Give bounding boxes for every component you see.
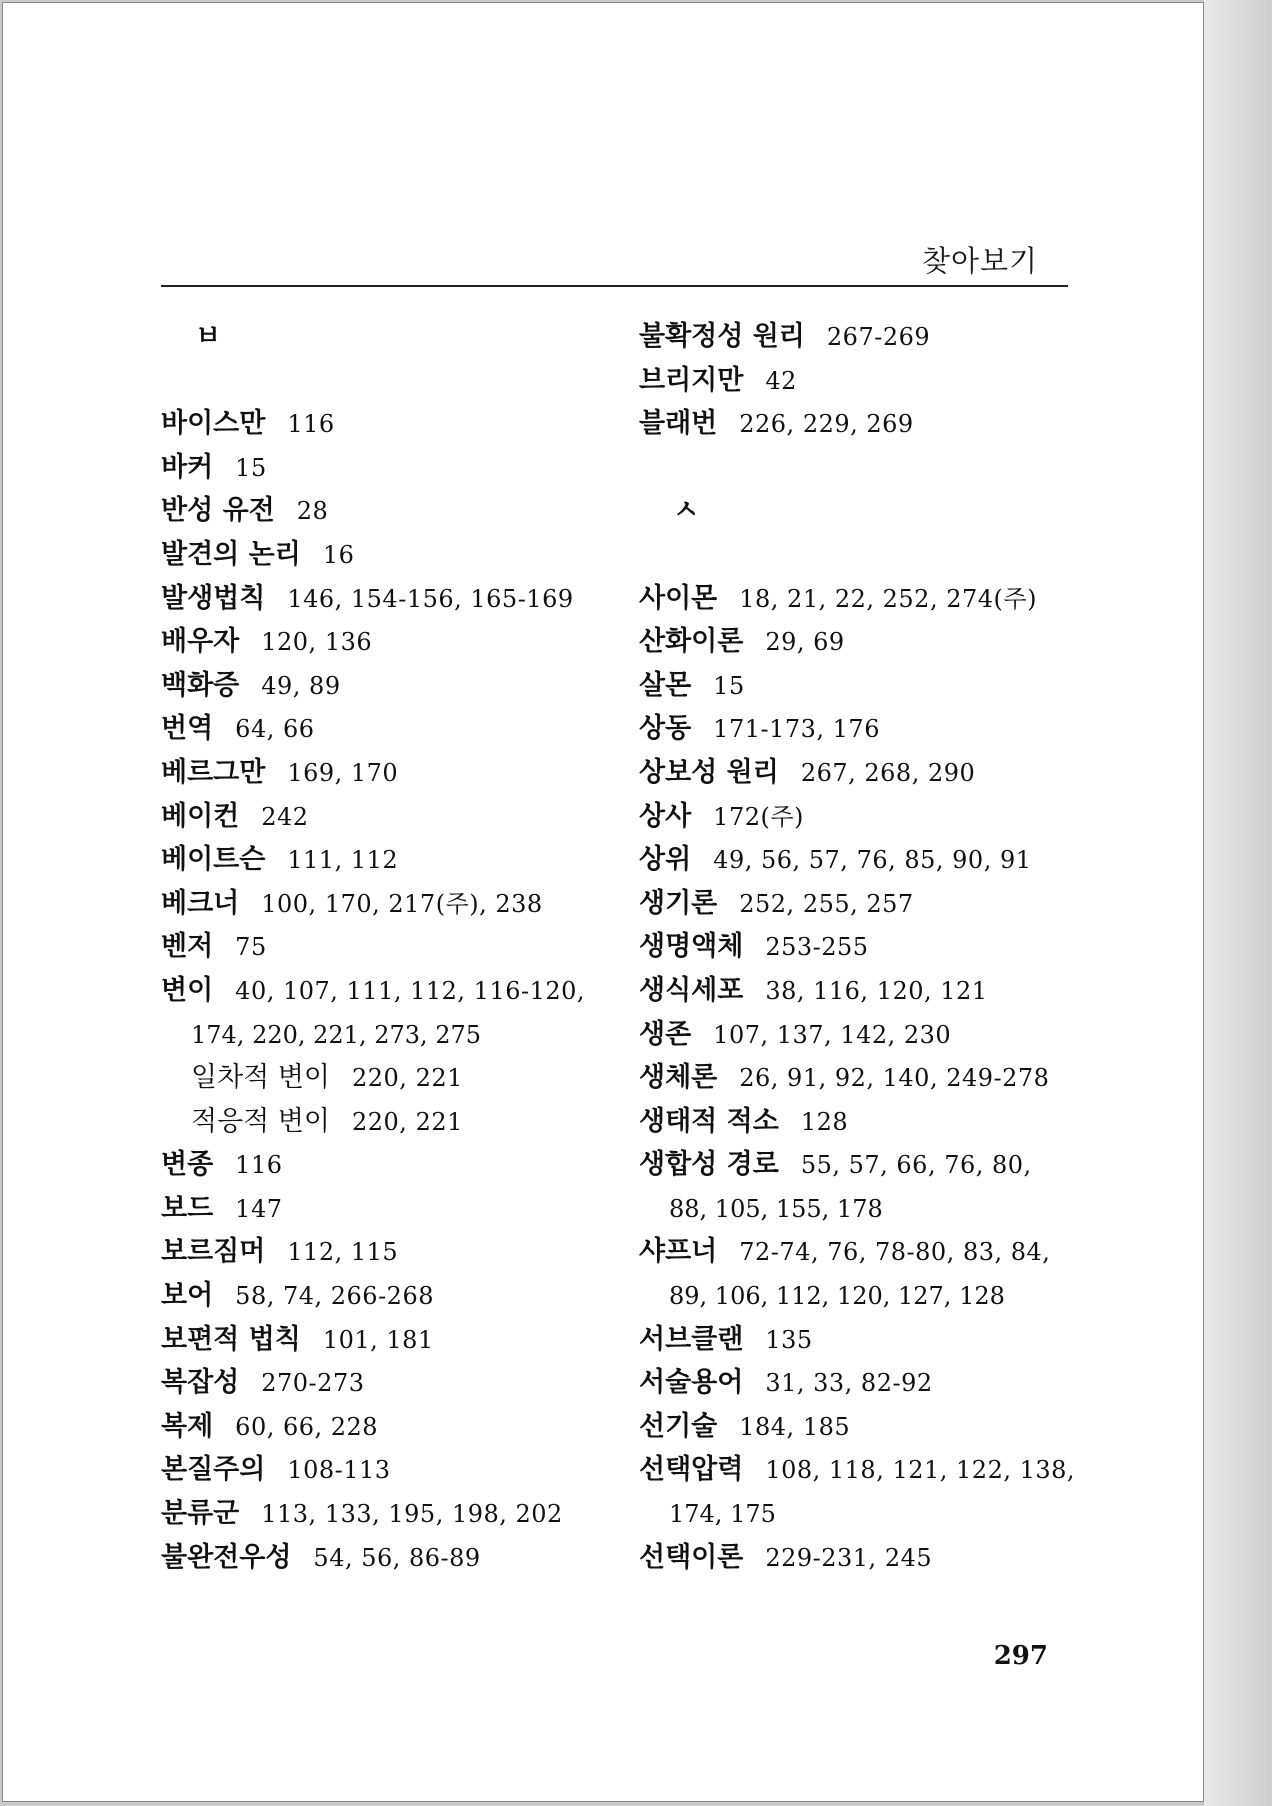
page-refs: 42 (765, 366, 797, 395)
page-refs: 112, 115 (287, 1238, 399, 1267)
index-entry (639, 664, 1109, 708)
index-term: 브리지만 (639, 364, 744, 396)
index-entry (639, 577, 1109, 621)
index-entry (161, 664, 631, 708)
page-refs: 18, 21, 22, 252, 274(주) (739, 584, 1037, 613)
page-refs: 29, 69 (765, 628, 845, 657)
index-continuation (161, 1013, 631, 1057)
page-refs: 72-74, 76, 78-80, 83, 84, (739, 1238, 1051, 1267)
page-refs: 100, 170, 217(주), 238 (261, 889, 543, 918)
index-term: 발견의 논리 (161, 538, 301, 570)
index-term: 보편적 법칙 (161, 1323, 301, 1355)
index-entry (161, 838, 631, 882)
index-term: 번역 (161, 713, 214, 745)
index-entry (161, 1274, 631, 1318)
index-term: 서브클랜 (639, 1323, 744, 1355)
index-term: 생명액체 (639, 931, 744, 963)
page-refs: 128 (800, 1107, 849, 1136)
page-refs: 101, 181 (322, 1325, 434, 1354)
index-entry (639, 925, 1109, 969)
index-entry (161, 1448, 631, 1492)
index-entry (161, 1536, 631, 1580)
index-continuation (639, 1274, 1109, 1318)
index-term: 상보성 원리 (639, 756, 779, 788)
page-refs: 49, 56, 57, 76, 85, 90, 91 (713, 846, 1032, 875)
index-term: 불완전우성 (161, 1541, 292, 1573)
index-entry (639, 1361, 1109, 1405)
index-term: 보어 (161, 1280, 214, 1312)
index-entry (639, 1536, 1109, 1580)
page-refs: 174, 220, 221, 273, 275 (191, 1020, 482, 1049)
page-refs: 146, 154-156, 165-169 (287, 584, 574, 613)
section-letter: ㅅ (673, 495, 700, 527)
index-term: 상동 (639, 713, 692, 745)
index-entry (161, 533, 631, 577)
index-term: 산화이론 (639, 626, 744, 658)
index-entry (639, 1405, 1109, 1449)
page-refs: 15 (235, 453, 267, 482)
page-refs: 116 (287, 410, 335, 439)
index-column-right (639, 315, 1109, 1579)
section-letter: ㅂ (195, 321, 222, 352)
index-term: 벤저 (161, 931, 214, 963)
index-entry (639, 1100, 1109, 1144)
page-refs: 220, 221 (352, 1064, 463, 1093)
page-refs: 26, 91, 92, 140, 249-278 (739, 1064, 1050, 1093)
page-refs: 16 (322, 540, 355, 569)
page-refs: 64, 66 (235, 715, 315, 744)
page-refs: 40, 107, 111, 112, 116-120, (235, 976, 586, 1005)
index-term: 선택압력 (639, 1454, 744, 1486)
index-entry (639, 969, 1109, 1013)
index-term: 살몬 (639, 669, 692, 701)
page-refs: 31, 33, 82-92 (765, 1369, 933, 1398)
index-term: 변이 (161, 974, 214, 1006)
index-entry (639, 795, 1109, 839)
index-entry (161, 1230, 631, 1274)
index-continuation (639, 1492, 1109, 1536)
index-entry (639, 1448, 1109, 1492)
index-term: 배우자 (161, 626, 240, 658)
index-entry (639, 1056, 1109, 1100)
page-refs: 171-173, 176 (713, 715, 880, 744)
page-refs: 252, 255, 257 (739, 889, 914, 918)
index-entry (161, 925, 631, 969)
index-term: 반성 유전 (161, 495, 275, 527)
page-refs: 174, 175 (669, 1500, 776, 1529)
index-term: 생기론 (639, 887, 718, 919)
page-refs: 229-231, 245 (765, 1543, 933, 1572)
page-refs: 108, 118, 121, 122, 138, (765, 1456, 1076, 1485)
index-entry (639, 838, 1109, 882)
index-entry (639, 620, 1109, 664)
index-term: 베이컨 (161, 800, 240, 832)
index-term: 생태적 적소 (639, 1105, 779, 1137)
page-refs: 60, 66, 228 (235, 1412, 379, 1441)
page-refs: 242 (261, 802, 309, 831)
index-entry (161, 577, 631, 621)
index-term: 바커 (161, 451, 214, 483)
index-subentry (161, 1056, 631, 1100)
index-entry (639, 359, 1109, 403)
page-refs: 111, 112 (287, 846, 399, 875)
index-entry (161, 620, 631, 664)
page-refs: 172(주) (713, 802, 804, 831)
index-term: 베이트슨 (161, 844, 266, 876)
page-refs: 120, 136 (261, 628, 373, 657)
index-term: 상위 (639, 844, 692, 876)
index-entry (161, 402, 631, 446)
page-refs: 38, 116, 120, 121 (765, 976, 988, 1005)
page-refs: 270-273 (261, 1369, 365, 1398)
page-refs: 75 (235, 933, 267, 962)
page-refs: 267, 268, 290 (800, 758, 976, 787)
index-term: 베크너 (161, 887, 240, 919)
index-entry (161, 1318, 631, 1362)
index-entry (639, 1230, 1109, 1274)
page-refs: 113, 133, 195, 198, 202 (261, 1500, 563, 1529)
index-entry (161, 1187, 631, 1231)
page-refs: 15 (713, 671, 745, 700)
index-term: 분류군 (161, 1498, 240, 1530)
page-refs: 55, 57, 66, 76, 80, (800, 1151, 1032, 1180)
index-term: 변종 (161, 1149, 214, 1181)
index-term: 불확정성 원리 (639, 321, 805, 352)
page-refs: 169, 170 (287, 758, 399, 787)
page-refs: 58, 74, 266-268 (235, 1282, 434, 1311)
index-entry (639, 707, 1109, 751)
running-header: 찾아보기 (921, 244, 1038, 278)
index-entry (161, 1361, 631, 1405)
index-entry (639, 315, 1109, 359)
index-entry (161, 1143, 631, 1187)
index-term: 서술용어 (639, 1367, 744, 1399)
page-refs: 116 (235, 1151, 283, 1180)
index-term: 생식세포 (639, 974, 744, 1006)
index-term: 복잡성 (161, 1367, 240, 1399)
page-refs: 184, 185 (739, 1412, 851, 1441)
index-entry (161, 489, 631, 533)
page-refs: 88, 105, 155, 178 (669, 1194, 883, 1223)
index-term: 생합성 경로 (639, 1149, 779, 1181)
index-term: 본질주의 (161, 1454, 266, 1486)
index-entry (639, 751, 1109, 795)
index-column-left (161, 315, 631, 1579)
page-refs: 135 (765, 1325, 813, 1354)
index-entry (161, 446, 631, 490)
index-term: 블래번 (639, 408, 718, 440)
index-entry (161, 882, 631, 926)
book-page (2, 2, 1204, 1802)
index-term: 적응적 변이 (191, 1105, 330, 1137)
index-term: 일차적 변이 (191, 1062, 330, 1094)
blank-line (639, 533, 1109, 577)
page-refs: 226, 229, 269 (739, 410, 914, 439)
page-refs: 253-255 (765, 933, 869, 962)
index-term: 선택이론 (639, 1541, 744, 1573)
index-continuation (639, 1187, 1109, 1231)
page-refs: 54, 56, 86-89 (313, 1543, 481, 1572)
blank-line (161, 359, 631, 403)
index-term: 사이몬 (639, 582, 718, 614)
index-entry (161, 751, 631, 795)
index-term: 생체론 (639, 1062, 718, 1094)
index-term: 백화증 (161, 669, 240, 701)
index-entry (161, 969, 631, 1013)
index-entry (639, 402, 1109, 446)
index-term: 바이스만 (161, 408, 266, 440)
index-entry (639, 1318, 1109, 1362)
viewer-margin (1204, 0, 1272, 1806)
index-term: 선기술 (639, 1410, 718, 1442)
blank-line (639, 446, 1109, 490)
index-entry (639, 1143, 1109, 1187)
index-term: 발생법칙 (161, 582, 266, 614)
page-refs: 49, 89 (261, 671, 341, 700)
index-term: 보드 (161, 1192, 214, 1224)
index-entry (161, 707, 631, 751)
header-rule (161, 285, 1068, 287)
index-entry (161, 795, 631, 839)
index-entry (639, 882, 1109, 926)
page-refs: 108-113 (287, 1456, 391, 1485)
index-entry (161, 1405, 631, 1449)
index-entry (639, 1013, 1109, 1057)
page-refs: 220, 221 (352, 1107, 463, 1136)
index-term: 복제 (161, 1410, 214, 1442)
page-refs: 28 (296, 497, 329, 526)
page-refs: 147 (235, 1194, 283, 1223)
index-term: 상사 (639, 800, 692, 832)
index-entry (161, 1492, 631, 1536)
index-term: 베르그만 (161, 756, 266, 788)
page-refs: 89, 106, 112, 120, 127, 128 (669, 1282, 1005, 1311)
index-subentry (161, 1100, 631, 1144)
index-term: 샤프너 (639, 1236, 718, 1268)
page-refs: 107, 137, 142, 230 (713, 1020, 952, 1049)
index-term: 생존 (639, 1018, 692, 1050)
page-number: 297 (993, 1641, 1048, 1671)
index-term: 보르짐머 (161, 1236, 266, 1268)
page-refs: 267-269 (826, 323, 931, 351)
